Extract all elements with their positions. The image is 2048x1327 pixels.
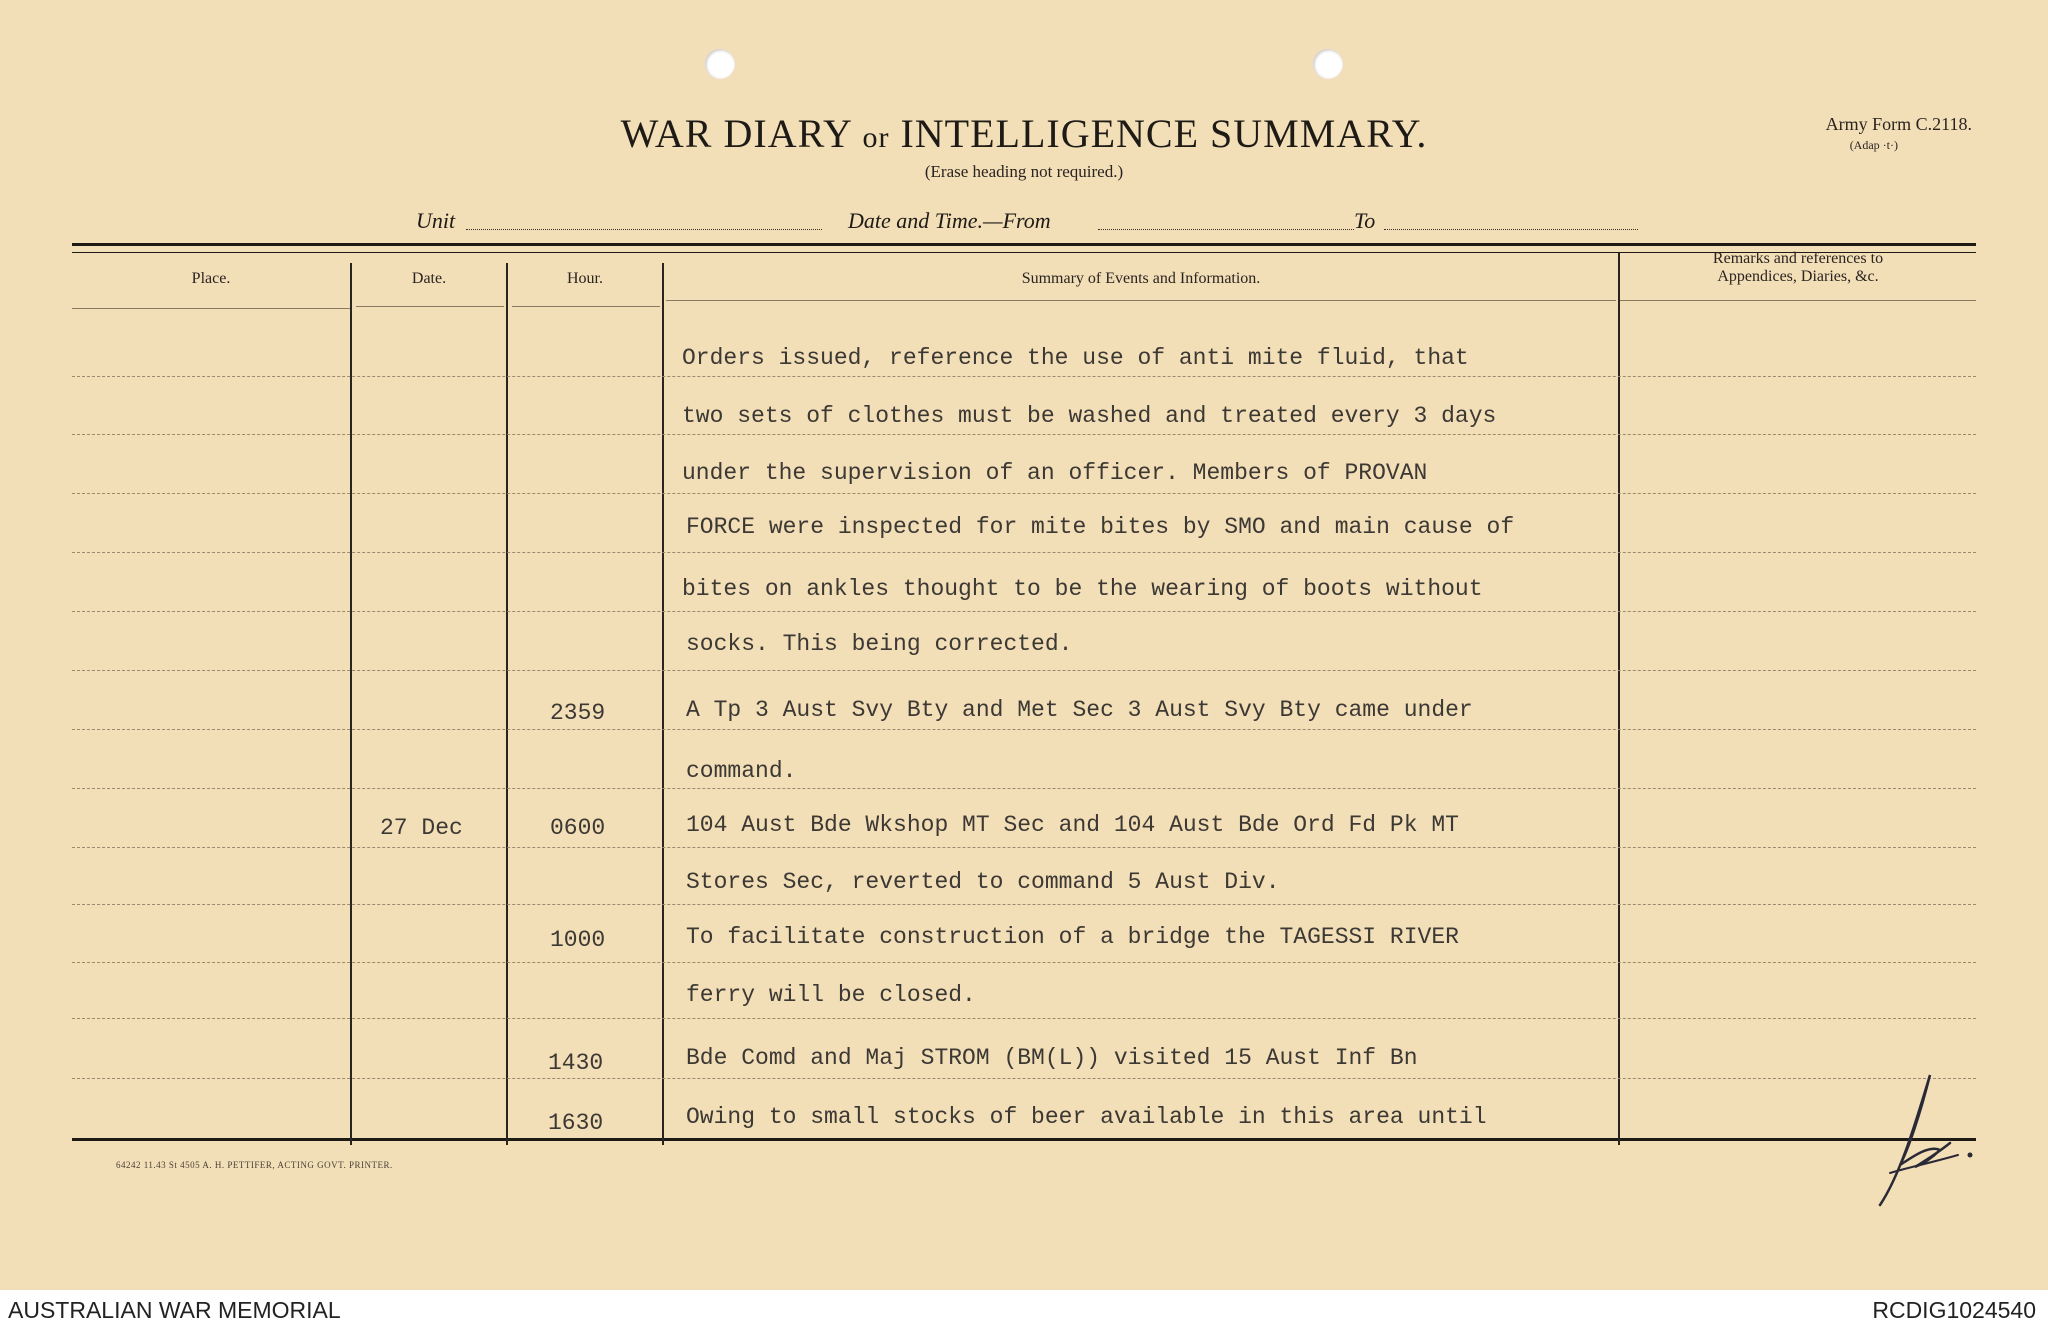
ruled-line: [72, 847, 1976, 848]
header-underline-remarks: [1620, 300, 1976, 301]
printer-imprint: 64242 11.43 St 4505 A. H. PETTIFER, ACTING GOVT. PRINTER.: [116, 1160, 393, 1170]
top-rule: [72, 243, 1976, 246]
entry-line: bites on ankles thought to be the wearing of boots without: [682, 576, 1483, 602]
ruled-line: [72, 552, 1976, 553]
header-remarks-line2: Appendices, Diaries, &c.: [1717, 268, 1879, 285]
to-field[interactable]: [1384, 229, 1638, 230]
entry-line: socks. This being corrected.: [686, 631, 1073, 657]
unit-label: Unit: [416, 208, 456, 233]
entry-line: Orders issued, reference the use of anti mite fluid, that: [682, 345, 1469, 371]
header-place: Place.: [191, 270, 231, 287]
form-number: Army Form C.2118.: [1825, 114, 1972, 134]
form-subtitle: (Erase heading not required.): [924, 162, 1124, 181]
entry-line: To facilitate construction of a bridge the TAGESSI RIVER: [686, 924, 1459, 950]
col-divider-hour: [662, 263, 664, 1145]
entry-hour: 1000: [550, 927, 606, 953]
entry-line: Bde Comd and Maj STROM (BM(L)) visited 15 Aust Inf Bn: [686, 1045, 1418, 1071]
entry-line: FORCE were inspected for mite bites by SMO and main cause of: [686, 514, 1515, 540]
header-date: Date.: [411, 270, 447, 287]
entry-line: 104 Aust Bde Wkshop MT Sec and 104 Aust Bde Ord Fd Pk MT: [686, 812, 1459, 838]
ruled-line: [72, 1018, 1976, 1019]
form-title: [0, 110, 2048, 157]
ruled-line: [72, 493, 1976, 494]
entry-date: 27 Dec: [380, 815, 463, 841]
title-or: or: [862, 121, 890, 154]
ruled-line: [72, 376, 1976, 377]
ruled-line: [72, 788, 1976, 789]
entry-line: two sets of clothes must be washed and treated every 3 days: [682, 403, 1497, 429]
bottom-rule: [72, 1138, 1976, 1141]
to-label: To: [1354, 208, 1376, 233]
header-underline-place: [72, 308, 350, 309]
entry-hour: 2359: [550, 700, 606, 726]
entry-line: Stores Sec, reverted to command 5 Aust Div.: [686, 869, 1280, 895]
header-underline-summary: [666, 300, 1616, 301]
archive-caption-right: RCDIG1024540: [1872, 1297, 2036, 1323]
title-war-diary: WAR DIARY: [620, 111, 852, 156]
date-from-label: Date and Time.—From: [848, 208, 1051, 233]
ruled-line: [72, 611, 1976, 612]
entry-hour: 0600: [550, 815, 606, 841]
entry-hour: 1430: [548, 1050, 604, 1076]
entry-line: Owing to small stocks of beer available in this area until: [686, 1104, 1487, 1130]
entry-line: ferry will be closed.: [686, 982, 976, 1008]
header-remarks-line1: Remarks and references to: [1712, 250, 1884, 267]
col-divider-date: [506, 263, 508, 1145]
col-divider-summary: [1618, 253, 1620, 1145]
col-divider-place: [350, 263, 352, 1145]
header-hour: Hour.: [567, 270, 603, 287]
entry-hour: 1630: [548, 1110, 604, 1136]
entry-line: under the supervision of an officer. Members of PROVAN: [682, 460, 1428, 486]
entry-line: A Tp 3 Aust Svy Bty and Met Sec 3 Aust Svy Bty came under: [686, 697, 1473, 723]
header-remarks: [1620, 250, 1976, 286]
archive-caption-left: AUSTRALIAN WAR MEMORIAL: [8, 1297, 341, 1323]
ruled-line: [72, 904, 1976, 905]
ruled-line: [72, 670, 1976, 671]
header-underline-date: [356, 306, 504, 307]
header-summary: Summary of Events and Information.: [1021, 270, 1261, 287]
initials-signature-icon: [1870, 1055, 1980, 1215]
entry-line: command.: [686, 758, 797, 784]
form-number-sub: (Adap ·t·): [1849, 138, 1898, 152]
header-underline-hour: [512, 306, 660, 307]
unit-field[interactable]: [466, 229, 822, 230]
ruled-line: [72, 729, 1976, 730]
punch-hole-right: [1313, 49, 1343, 79]
ruled-line: [72, 1078, 1976, 1079]
ruled-line: [72, 434, 1976, 435]
ruled-line: [72, 962, 1976, 963]
punch-hole-left: [705, 49, 735, 79]
title-intelligence-summary: INTELLIGENCE SUMMARY.: [900, 111, 1428, 156]
date-from-field[interactable]: [1098, 229, 1354, 230]
